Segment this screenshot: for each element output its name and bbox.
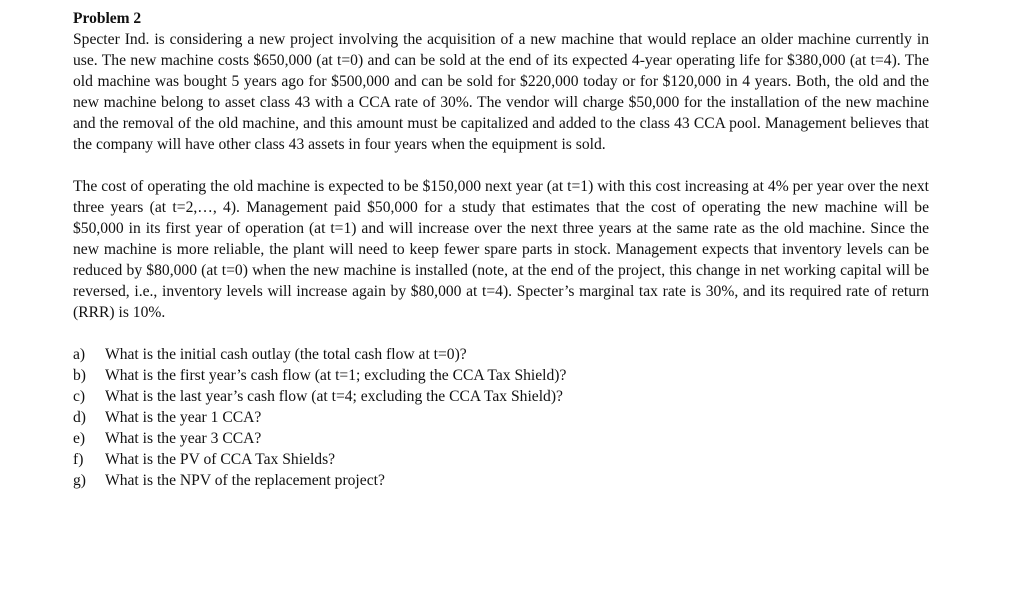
problem-title: Problem 2 [73,10,142,27]
question-text: What is the initial cash outlay (the total cash flow at t=0)? [105,346,467,363]
question-letter: b) [73,367,86,384]
question-list [73,344,929,491]
question-letter: d) [73,409,86,426]
question-item-g [73,470,929,491]
question-letter: a) [73,346,86,363]
question-text: What is the PV of CCA Tax Shields? [105,451,336,468]
question-letter: f) [73,451,84,468]
question-letter: e) [73,430,86,447]
question-text: What is the last year’s cash flow (at t=4; excluding the CCA Tax Shield)? [105,388,563,405]
question-text: What is the NPV of the replacement project? [105,472,385,489]
problem-document [73,8,929,491]
question-letter: c) [73,388,86,405]
question-item-a [73,344,929,365]
question-item-e [73,428,929,449]
paragraph-operating-costs: The cost of operating the old machine is expected to be $150,000 next year (at t=1) with this cost increasing at 4% per year over the next three years (at t=2,…, 4). Management paid $50,000 for a study that estimates that the cost of operating the new machine will be $50,000 in its first year of operation (at t=1) and will increase over the next three years at the same rate as the old machine. Since the new machine is more reliable, the plant will need to keep fewer spare parts in stock. Management expects that inventory levels can be reduced by $80,000 (at t=0) when the new machine is installed (note, at the end of the project, this change in net working capital will be reversed, i.e., inventory levels will increase again by $80,000 at t=4). Specter’s marginal tax rate is 30%, and its required rate of return (RRR) is 10%. [73,178,929,321]
question-text: What is the year 1 CCA? [105,409,262,426]
question-item-f [73,449,929,470]
question-text: What is the year 3 CCA? [105,430,262,447]
question-item-c [73,386,929,407]
question-item-b [73,365,929,386]
paragraph-project-description: Specter Ind. is considering a new project involving the acquisition of a new machine that would replace an older machine currently in use. The new machine costs $650,000 (at t=0) and can be sold at the end of its expected 4-year operating life for $380,000 (at t=4). The old machine was bought 5 years ago for $500,000 and can be sold for $220,000 today or for $120,000 in 4 years. Both, the old and the new machine belong to asset class 43 with a CCA rate of 30%. The vendor will charge $50,000 for the installation of the new machine and the removal of the old machine, and this amount must be capitalized and added to the class 43 CCA pool. Management believes that the company will have other class 43 assets in four years when the equipment is sold. [73,31,929,153]
question-item-d [73,407,929,428]
question-text: What is the first year’s cash flow (at t=1; excluding the CCA Tax Shield)? [105,367,567,384]
question-letter: g) [73,472,86,489]
